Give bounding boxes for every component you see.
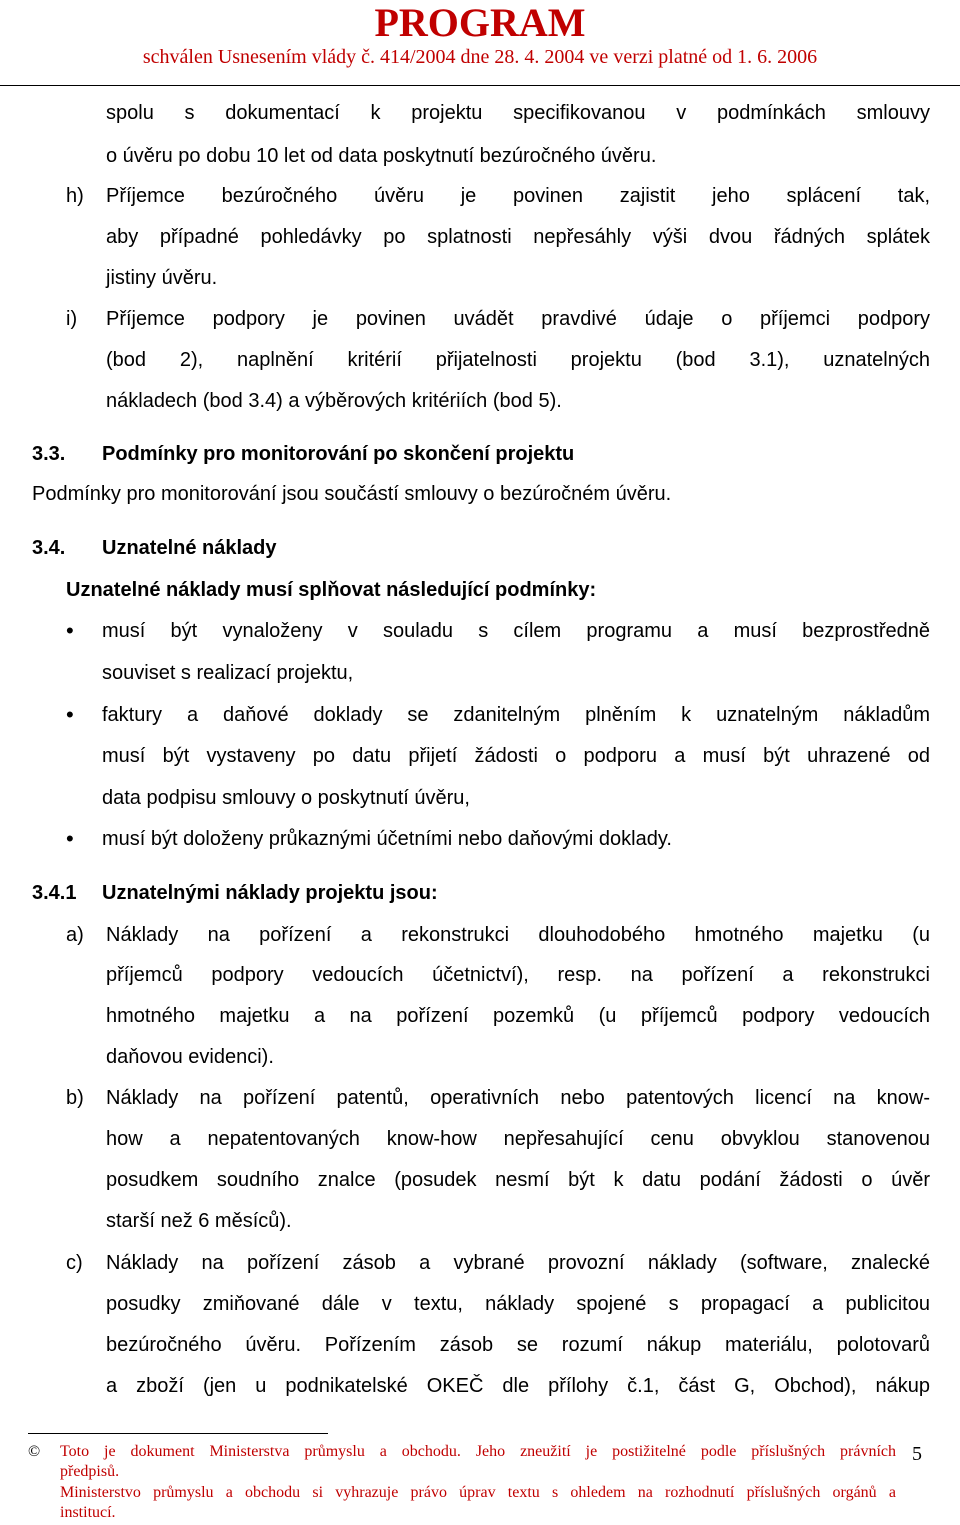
paragraph-line: spolu s dokumentací k projektu specifikovanou v podmínkách smlouvy: [106, 102, 930, 124]
paragraph-line: musí být vystaveny po datu přijetí žádosti o podporu a musí být uhrazené od: [102, 745, 930, 767]
paragraph-line: o úvěru po dobu 10 let od data poskytnutí bezúročného úvěru.: [106, 145, 657, 167]
footer-line: Ministerstvo průmyslu a obchodu si vyhrazuje právo úprav textu s ohledem na rozhodnutí příslušných orgánů a: [60, 1484, 896, 1501]
footer-divider: [28, 1433, 328, 1434]
item-marker-b: b): [66, 1087, 84, 1109]
paragraph-line: aby případné pohledávky po splatnosti nepřesáhly výši dvou řádných splátek: [106, 226, 930, 248]
paragraph-line: faktury a daňové doklady se zdanitelným plněním k uznatelným nákladům: [102, 704, 930, 726]
footer-line: institucí.: [60, 1504, 116, 1521]
program-title: PROGRAM: [374, 0, 586, 45]
paragraph-line: data podpisu smlouvy o poskytnutí úvěru,: [102, 787, 470, 809]
footer-line: předpisů.: [60, 1463, 120, 1480]
paragraph-line: Náklady na pořízení a rekonstrukci dlouhodobého hmotného majetku (u: [106, 924, 930, 946]
paragraph-line: how a nepatentovaných know-how nepřesahující cenu obvyklou stanovenou: [106, 1128, 930, 1150]
paragraph-line: bezúročného úvěru. Pořízením zásob se rozumí nákup materiálu, polotovarů: [106, 1334, 930, 1356]
paragraph-line: jistiny úvěru.: [106, 267, 218, 289]
item-marker-i: i): [66, 308, 78, 330]
paragraph-line: příjemců podpory vedoucích účetnictví), resp. na pořízení a rekonstrukci: [106, 964, 930, 986]
bullet-icon: •: [66, 702, 74, 727]
section-heading: Podmínky pro monitorování po skončení projektu: [102, 443, 575, 465]
paragraph-line: souviset s realizací projektu,: [102, 662, 354, 684]
paragraph-line: starší než 6 měsíců).: [106, 1210, 292, 1232]
section-number: 3.3.: [32, 443, 66, 465]
section-heading: Uznatelnými náklady projektu jsou:: [102, 882, 438, 904]
program-subtitle: schválen Usnesením vlády č. 414/2004 dne 28. 4. 2004 ve verzi platné od 1. 6. 2006: [142, 46, 818, 68]
section-number: 3.4.: [32, 537, 66, 559]
paragraph-line: daňovou evidenci).: [106, 1046, 274, 1068]
page-number: 5: [912, 1443, 922, 1465]
section-intro: Uznatelné náklady musí splňovat následující podmínky:: [66, 579, 597, 601]
paragraph-line: Náklady na pořízení patentů, operativních nebo patentových licencí na know-: [106, 1087, 930, 1109]
paragraph-line: Podmínky pro monitorování jsou součástí smlouvy o bezúročném úvěru.: [32, 483, 672, 505]
paragraph-line: (bod 2), naplnění kritérií přijatelnosti projektu (bod 3.1), uznatelných: [106, 349, 930, 371]
paragraph-line: Příjemce bezúročného úvěru je povinen zajistit jeho splácení tak,: [106, 185, 930, 207]
paragraph-line: Příjemce podpory je povinen uvádět pravdivé údaje o příjemci podpory: [106, 308, 930, 330]
paragraph-line: musí být doloženy průkaznými účetními nebo daňovými doklady.: [102, 828, 672, 850]
section-number: 3.4.1: [32, 882, 77, 904]
footer-line: Toto je dokument Ministerstva průmyslu a obchodu. Jeho zneužití je postižitelné podle příslušných právních: [60, 1443, 896, 1460]
section-heading: Uznatelné náklady: [102, 537, 277, 559]
bullet-icon: •: [66, 826, 74, 851]
paragraph-line: nákladech (bod 3.4) a výběrových kritériích (bod 5).: [106, 390, 562, 412]
page-header: [0, 0, 960, 69]
item-marker-a: a): [66, 924, 84, 946]
paragraph-line: hmotného majetku a na pořízení pozemků (u příjemců podpory vedoucích: [106, 1005, 930, 1027]
bullet-icon: •: [66, 618, 74, 643]
item-marker-h: h): [66, 185, 84, 207]
copyright-icon: ©: [28, 1443, 41, 1460]
header-divider: [0, 85, 960, 86]
paragraph-line: posudky zmiňované dále v textu, náklady spojené s propagací a publicitou: [106, 1293, 930, 1315]
paragraph-line: musí být vynaloženy v souladu s cílem programu a musí bezprostředně: [102, 620, 930, 642]
paragraph-line: posudkem soudního znalce (posudek nesmí být k datu podání žádosti o úvěr: [106, 1169, 930, 1191]
paragraph-line: Náklady na pořízení zásob a vybrané provozní náklady (software, znalecké: [106, 1252, 930, 1274]
paragraph-line: a zboží (jen u podnikatelské OKEČ dle přílohy č.1, část G, Obchod), nákup: [106, 1375, 930, 1397]
item-marker-c: c): [66, 1252, 83, 1274]
